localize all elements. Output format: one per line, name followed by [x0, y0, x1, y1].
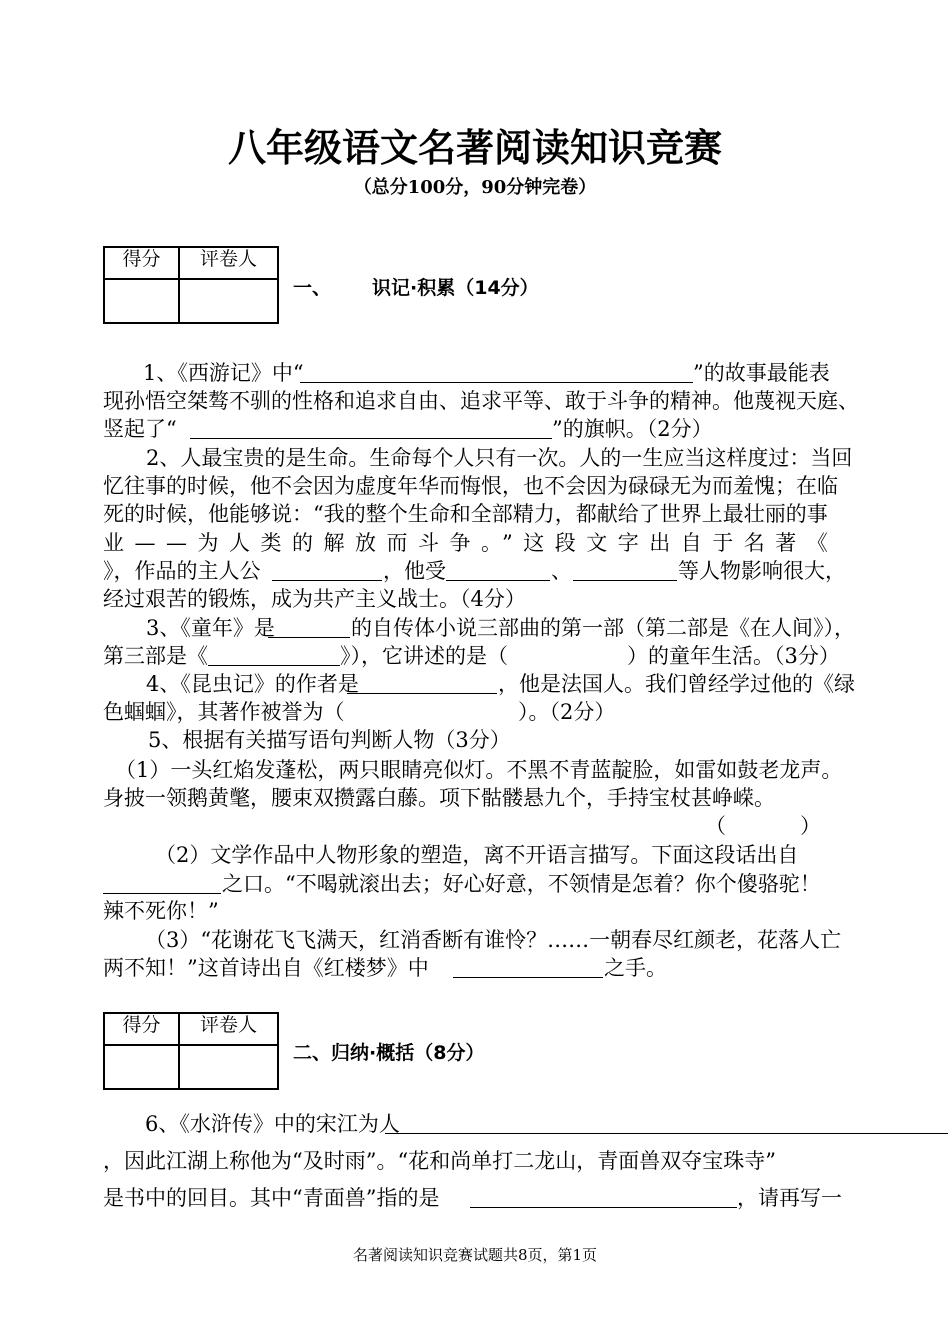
grader-cell [179, 279, 278, 323]
q1-line-2: 现孙悟空桀骜不驯的性格和追求自由、追求平等、敢于斗争的精神。他蔑视天庭、 [103, 389, 859, 413]
q3-line-2-middle: 》），它讲述的是（ [340, 644, 508, 668]
q1-line-1-end: ”的故事最能表 [693, 361, 830, 385]
answer-blank [470, 1207, 737, 1208]
grader-cell [179, 1045, 278, 1089]
q1-line-1-start: 1、《西游记》中“ [143, 361, 304, 385]
q3-line-1-start: 3、《童年》是 [146, 616, 275, 640]
q5-sub1-answer-close: ） [800, 814, 821, 838]
q4-line-2-start: 色蝈蝈》，其著作被誉为（ [103, 700, 345, 724]
answer-blank [208, 665, 340, 666]
score-table-2 [103, 1012, 279, 1090]
grader-header-cell: 评卷人 [179, 1013, 278, 1045]
answer-blank [103, 893, 221, 894]
q5-sub1-line-2: 身披一领鹅黄氅，腰束双攒露白藤。项下骷髅悬九个，手持宝杖甚峥嵘。 [103, 786, 775, 810]
section-2-heading: 二、归纳·概括（8分） [293, 1042, 485, 1064]
score-header-cell: 得分 [104, 1013, 179, 1045]
q3-line-2-start: 第三部是《 [103, 644, 208, 668]
q6-line-1: 6、《水浒传》中的宋江为人 [145, 1112, 400, 1136]
q4-line-1-end: ，他是法国人。我们曾经学过他的《绿 [498, 672, 855, 696]
answer-blank [573, 580, 677, 581]
page-title: 八年级语文名著阅读知识竞赛 [227, 125, 722, 170]
answer-blank [385, 1133, 948, 1134]
score-cell [104, 279, 179, 323]
q2-line-1: 2、人最宝贵的是生命。生命每个人只有一次。人的一生应当这样度过：当回 [146, 446, 853, 470]
q5-sub1-line-1: （1）一头红焰发蓬松，两只眼睛亮似灯。不黑不青蓝靛脸，如雷如鼓老龙声。 [115, 758, 843, 782]
answer-blank [300, 382, 693, 383]
q5-sub2-line-1: （2）文学作品中人物形象的塑造，离不开语言描写。下面这段话出自 [155, 843, 799, 867]
answer-blank [446, 580, 550, 581]
q2-line-5-start: 》，作品的主人公 [103, 559, 261, 583]
q5-sub2-line-2: 之口。“不喝就滚出去；好心好意，不领情是怎着？你个傻骆驼！ [222, 872, 821, 896]
q3-line-2-end: ）的童年生活。（3分） [627, 644, 840, 668]
page-footer: 名著阅读知识竞赛试题共8页，第1页 [352, 1246, 598, 1264]
q2-line-5-part-3: 、 [551, 559, 572, 583]
answer-blank [347, 693, 497, 694]
answer-blank [272, 580, 382, 581]
q5-line-1: 5、根据有关描写语句判断人物（3分） [148, 728, 511, 752]
score-header-cell: 得分 [104, 247, 179, 279]
q1-line-3-end: ”的旗帜。（2分） [552, 417, 713, 441]
score-cell [104, 1045, 179, 1089]
q2-line-6: 经过艰苦的锻炼，成为共产主义战士。（4分） [103, 587, 526, 611]
q5-sub3-line-2-start: 两不知！”这首诗出自《红楼梦》中 [103, 956, 429, 980]
q2-line-3: 死的时候，他能够说：“我的整个生命和全部精力，都献给了世界上最壮丽的事 [103, 502, 828, 526]
answer-blank [268, 637, 350, 638]
q2-line-4: 业——为人类的解放而斗争。”这段文字出自于名著《 [103, 531, 839, 555]
section-1-number: 一、 [293, 277, 332, 299]
q4-line-2-end: ）。（2分） [518, 700, 616, 724]
q2-line-2: 忆往事的时候，他不会因为虚度年华而悔恨，也不会因为碌碌无为而羞愧；在临 [103, 474, 838, 498]
q5-sub3-line-1: （3）“花谢花飞飞满天，红消香断有谁怜？……一朝春尽红颜老，花落人亡 [145, 928, 842, 952]
section-1-heading: 识记·积累（14分） [372, 277, 539, 299]
answer-blank [453, 977, 603, 978]
page-subtitle: （总分100分，90分钟完卷） [353, 177, 597, 198]
q6-line-2: ，因此江湖上称他为“及时雨”。“花和尚单打二龙山，青面兽双夺宝珠寺” [103, 1149, 776, 1173]
q2-line-5-part-2: ，他受 [383, 559, 446, 583]
q6-line-3-start: 是书中的回目。其中“青面兽”指的是 [103, 1186, 440, 1210]
score-table-1 [103, 246, 279, 324]
q3-line-1-end: 的自传体小说三部曲的第一部（第二部是《在人间》）， [351, 616, 855, 640]
grader-header-cell: 评卷人 [179, 247, 278, 279]
q2-line-5-end: 等人物影响很大， [678, 559, 846, 583]
q5-sub1-answer-open: （ [705, 814, 726, 838]
q5-sub3-line-2-end: 之手。 [604, 956, 667, 980]
q5-sub2-line-3: 辣不死你！” [103, 899, 219, 923]
q6-line-3-end: ，请再写一 [737, 1186, 842, 1210]
q4-line-1-start: 4、《昆虫记》的作者是 [146, 672, 359, 696]
answer-blank [190, 438, 552, 439]
q1-line-3-start: 竖起了“ [103, 417, 177, 441]
